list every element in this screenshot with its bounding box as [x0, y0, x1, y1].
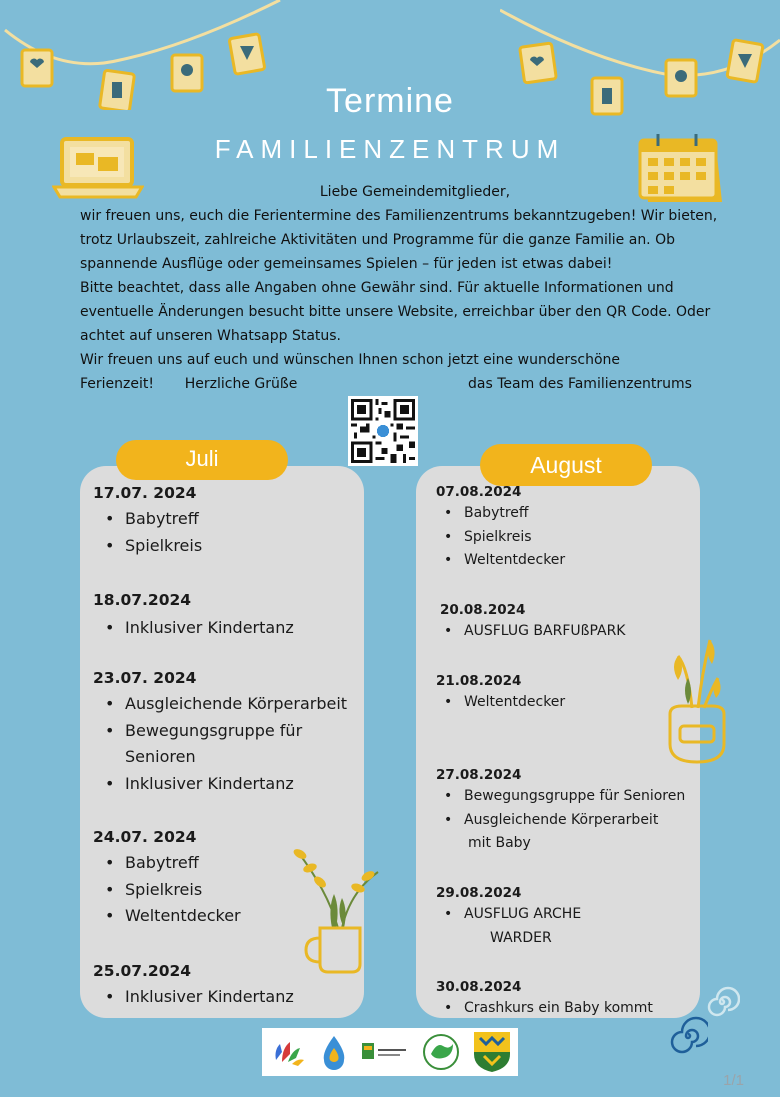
- qr-code[interactable]: [348, 396, 418, 466]
- day-date: 07.08.2024: [436, 484, 522, 500]
- august-day: [436, 885, 581, 950]
- day-item: • Babytreff: [125, 850, 241, 877]
- day-item: • Weltentdecker: [125, 903, 241, 930]
- plant-pot-icon: [658, 628, 736, 768]
- spiral-light-icon: [704, 984, 740, 1020]
- day-date: 18.07.2024: [93, 591, 192, 609]
- july-day: [93, 669, 347, 797]
- sponsor-logos: [262, 1028, 518, 1076]
- district-logo-icon: [360, 1037, 410, 1067]
- day-item: • Ausgleichende Körperarbeit: [464, 809, 685, 833]
- august-day: [436, 673, 565, 715]
- letter-greeting: Liebe Gemeindemitglieder,: [319, 184, 511, 200]
- day-date: 25.07.2024: [93, 962, 192, 980]
- day-item: WARDER: [490, 929, 552, 946]
- day-item: • Weltentdecker: [464, 549, 565, 573]
- day-item: • Crashkurs ein Baby kommt: [464, 997, 653, 1021]
- letter-closing: [80, 372, 692, 396]
- day-date: 23.07. 2024: [93, 669, 197, 687]
- day-item: mit Baby: [468, 835, 531, 851]
- day-item: • Ausgleichende Körperarbeit: [125, 691, 347, 718]
- august-label: August: [480, 444, 652, 486]
- page-title: Termine: [326, 82, 454, 120]
- day-date: 20.08.2024: [440, 602, 526, 618]
- day-item: • Bewegungsgruppe für: [125, 718, 347, 745]
- july-day: [93, 828, 241, 930]
- day-item: • Spielkreis: [464, 526, 565, 550]
- page-subtitle: FAMILIENZENTRUM: [214, 134, 566, 164]
- day-date: 24.07. 2024: [93, 828, 197, 846]
- august-day: [436, 767, 685, 856]
- plant-mug-icon: [288, 832, 388, 976]
- july-day: [93, 484, 202, 559]
- day-item: • Inklusiver Kindertanz: [125, 615, 294, 642]
- qr-code-icon: [351, 399, 415, 463]
- closing-left: Ferienzeit!: [80, 376, 154, 392]
- letter-paragraph-2: Bitte beachtet, dass alle Angaben ohne Gewähr sind. Für aktuelle Informationen und eventuelle Änderungen besucht bitte unsere Website, erreichbar über den QR Code. Oder achtet auf unseren Whatsapp Status.: [80, 280, 711, 344]
- drop-logo-icon: [319, 1032, 349, 1072]
- day-date: 29.08.2024: [436, 885, 522, 901]
- spiral-dark-icon: [668, 1016, 708, 1056]
- day-item: • Bewegungsgruppe für Senioren: [464, 785, 685, 809]
- coat-of-arms-icon: [472, 1030, 512, 1074]
- letter-paragraph-1: wir freuen uns, euch die Ferientermine des Familienzentrums bekanntzugeben! Wir bieten, trotz Urlaubszeit, zahlreiche Aktivitäten und Programme für die ganze Familie an. Ob spannende Ausflüge oder gemeinsames Spielen – für jeden ist etwas dabei!: [80, 208, 718, 272]
- day-item: • Inklusiver Kindertanz: [125, 771, 347, 798]
- hands-logo-icon: [268, 1032, 308, 1072]
- august-day: [436, 979, 653, 1021]
- july-label: Juli: [116, 440, 288, 480]
- day-item: • Inklusiver Kindertanz: [125, 984, 294, 1011]
- day-item: • Babytreff: [125, 506, 202, 533]
- letter-paragraph-3: Wir freuen uns auf euch und wünschen Ihnen schon jetzt eine wunderschöne: [80, 352, 620, 368]
- round-seal-icon: [421, 1032, 461, 1072]
- july-day: [93, 962, 294, 1011]
- day-item: • Babytreff: [464, 502, 565, 526]
- day-date: 17.07. 2024: [93, 484, 197, 502]
- day-item: • AUSFLUG BARFUßPARK: [464, 620, 625, 644]
- august-day: [440, 602, 625, 644]
- day-date: 30.08.2024: [436, 979, 522, 995]
- closing-mid: Herzliche Grüße: [184, 376, 298, 392]
- july-day: [93, 591, 294, 642]
- day-item: • Spielkreis: [125, 877, 241, 904]
- page-number: 1/1: [723, 1072, 744, 1089]
- day-item: Senioren: [125, 747, 196, 766]
- intro-letter: [80, 180, 720, 396]
- day-item: • AUSFLUG ARCHE: [464, 903, 581, 927]
- day-item: • Spielkreis: [125, 533, 202, 560]
- day-date: 27.08.2024: [436, 767, 522, 783]
- day-item: • Weltentdecker: [464, 691, 565, 715]
- august-day: [436, 484, 565, 573]
- closing-right: das Team des Familienzentrums: [468, 376, 692, 392]
- day-date: 21.08.2024: [436, 673, 522, 689]
